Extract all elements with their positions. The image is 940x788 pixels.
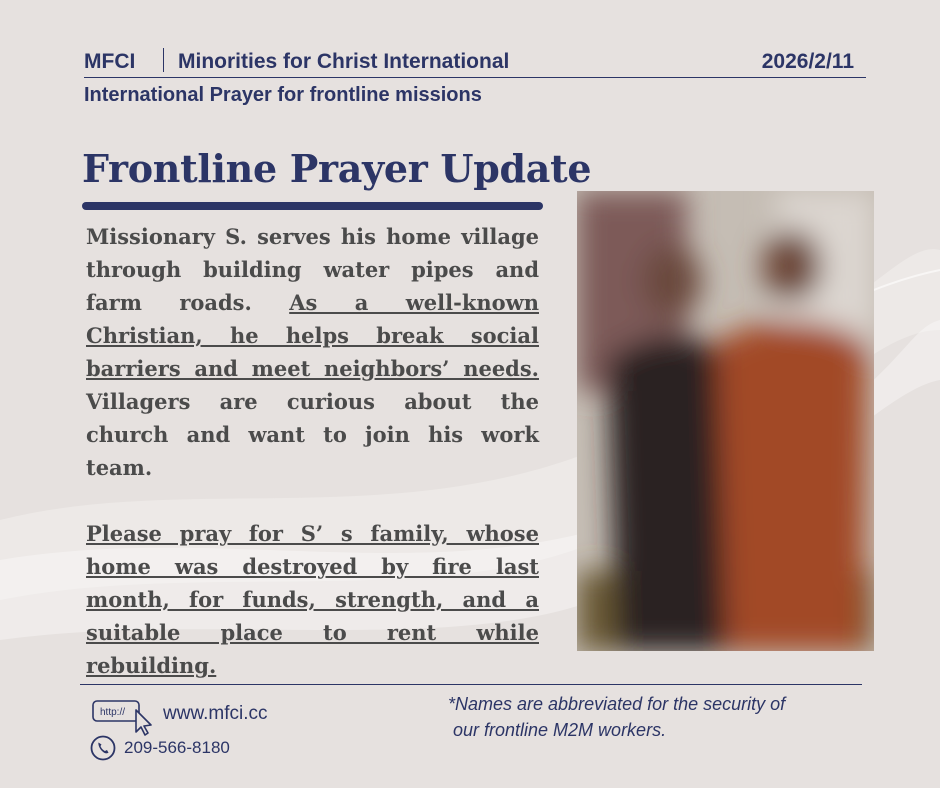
paragraph-1-end: Villagers are curious about the church and want to join his work team.	[86, 389, 539, 480]
page-title: Frontline Prayer Update	[82, 146, 592, 191]
disclaimer-line-1: *Names are abbreviated for the security of	[448, 694, 786, 714]
prayer-request: Please pray for S’ s family, whose home was destroyed by fire last month, for funds, strength, and a suitable place to rent while rebuilding.	[86, 521, 539, 678]
header-separator	[163, 48, 164, 72]
prayer-body	[86, 220, 539, 682]
phone-number[interactable]: 209-566-8180	[124, 738, 230, 757]
paragraph-1-highlight: As a well-known Christian, he helps break social barriers and meet neighbors’ needs.	[86, 290, 539, 381]
header-divider	[84, 77, 866, 78]
header-subtitle: International Prayer for frontline missions	[84, 84, 482, 106]
paragraph-1-intro: Missionary S. serves his home village through building water pipes and farm roads.	[86, 224, 539, 315]
issue-date: 2026/2/11	[761, 50, 854, 73]
phone-icon	[90, 735, 116, 761]
security-disclaimer	[448, 691, 868, 743]
footer-divider	[80, 684, 862, 685]
disclaimer-line-2: our frontline M2M workers.	[453, 720, 667, 740]
missionary-photo	[577, 191, 874, 651]
browser-link-cursor-icon	[92, 700, 154, 736]
org-name: Minorities for Christ International	[178, 50, 510, 73]
title-underline-bar	[82, 202, 543, 210]
website-link[interactable]: www.mfci.cc	[163, 703, 268, 724]
paragraph-1	[86, 220, 539, 484]
header-row	[84, 48, 864, 78]
url-icon-label: http://	[100, 707, 126, 718]
org-acronym: MFCI	[84, 50, 136, 73]
